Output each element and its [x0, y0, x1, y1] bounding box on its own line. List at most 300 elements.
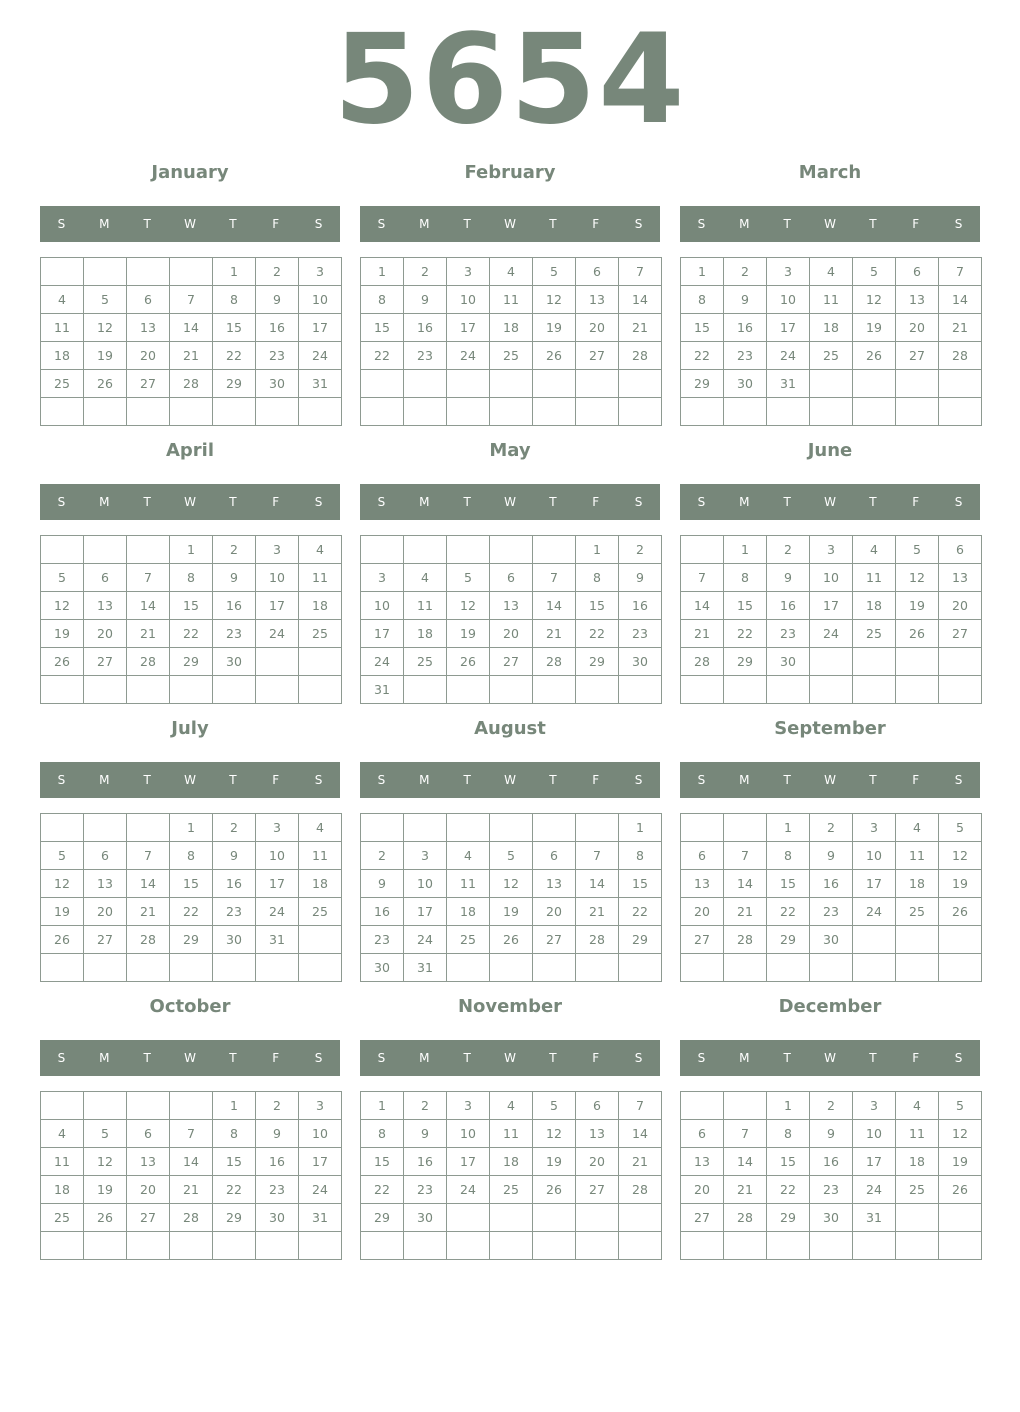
day-cell — [724, 398, 767, 426]
day-cell: 19 — [896, 592, 939, 620]
day-cell — [447, 814, 490, 842]
day-cell — [533, 1232, 576, 1260]
day-cell: 25 — [490, 342, 533, 370]
day-cell: 25 — [896, 1176, 939, 1204]
day-cell — [127, 1092, 170, 1120]
day-cell: 26 — [84, 1204, 127, 1232]
day-cell: 1 — [576, 536, 619, 564]
day-cell — [490, 398, 533, 426]
day-cell: 16 — [810, 1148, 853, 1176]
day-cell — [619, 398, 662, 426]
weekday-label: W — [824, 1051, 836, 1065]
day-cell: 28 — [127, 648, 170, 676]
day-cell: 23 — [213, 620, 256, 648]
month-title: March — [798, 162, 862, 183]
day-cell: 28 — [576, 926, 619, 954]
weekday-label: S — [634, 217, 643, 231]
day-cell: 29 — [213, 1204, 256, 1232]
day-cell — [576, 814, 619, 842]
day-cell: 21 — [127, 898, 170, 926]
weekday-label: S — [697, 773, 706, 787]
day-cell: 28 — [619, 1176, 662, 1204]
day-cell: 23 — [213, 898, 256, 926]
day-cell: 20 — [84, 898, 127, 926]
day-cell: 29 — [170, 926, 213, 954]
day-cell: 20 — [896, 314, 939, 342]
day-cell — [170, 954, 213, 982]
day-cell — [810, 954, 853, 982]
weekday-header — [680, 206, 980, 242]
weekday-label: F — [592, 773, 600, 787]
day-cell: 19 — [84, 342, 127, 370]
day-cell: 10 — [853, 1120, 896, 1148]
week-row — [361, 564, 662, 592]
weekday-label: T — [869, 773, 877, 787]
day-cell — [404, 1232, 447, 1260]
day-cell: 15 — [619, 870, 662, 898]
day-cell: 13 — [896, 286, 939, 314]
day-cell — [490, 1204, 533, 1232]
day-cell: 6 — [127, 286, 170, 314]
week-row — [41, 676, 342, 704]
weekday-header — [360, 762, 660, 798]
day-cell: 10 — [767, 286, 810, 314]
day-cell: 10 — [256, 842, 299, 870]
weekday-label: T — [143, 1051, 151, 1065]
day-cell: 9 — [256, 286, 299, 314]
day-cell — [576, 676, 619, 704]
day-cell: 13 — [939, 564, 982, 592]
day-cell: 9 — [213, 564, 256, 592]
day-cell: 1 — [361, 1092, 404, 1120]
day-cell: 29 — [767, 1204, 810, 1232]
weekday-label: M — [419, 773, 430, 787]
day-cell: 19 — [41, 898, 84, 926]
day-cell: 15 — [576, 592, 619, 620]
weekday-label: T — [869, 1051, 877, 1065]
day-cell: 10 — [299, 1120, 342, 1148]
week-row — [361, 370, 662, 398]
day-cell: 10 — [299, 286, 342, 314]
day-cell — [404, 536, 447, 564]
day-cell: 13 — [84, 870, 127, 898]
day-cell — [41, 676, 84, 704]
day-cell: 22 — [767, 898, 810, 926]
day-cell — [490, 676, 533, 704]
day-cell — [361, 398, 404, 426]
days-grid — [40, 535, 342, 704]
day-cell: 29 — [361, 1204, 404, 1232]
day-cell: 20 — [490, 620, 533, 648]
weekday-label: F — [592, 217, 600, 231]
weekday-label: T — [143, 773, 151, 787]
day-cell — [533, 954, 576, 982]
day-cell — [810, 676, 853, 704]
day-cell: 22 — [681, 342, 724, 370]
day-cell: 8 — [767, 842, 810, 870]
day-cell: 1 — [767, 814, 810, 842]
week-row — [681, 842, 982, 870]
day-cell: 28 — [170, 1204, 213, 1232]
day-cell: 3 — [299, 1092, 342, 1120]
day-cell: 27 — [681, 926, 724, 954]
day-cell — [213, 676, 256, 704]
day-cell — [810, 370, 853, 398]
days-grid — [360, 813, 662, 982]
day-cell: 28 — [681, 648, 724, 676]
day-cell — [170, 258, 213, 286]
month-title: July — [171, 718, 209, 739]
day-cell: 8 — [767, 1120, 810, 1148]
weekday-label: M — [419, 495, 430, 509]
day-cell: 2 — [767, 536, 810, 564]
day-cell — [939, 370, 982, 398]
day-cell — [170, 1232, 213, 1260]
day-cell: 1 — [681, 258, 724, 286]
week-row — [41, 398, 342, 426]
day-cell: 2 — [256, 1092, 299, 1120]
day-cell: 20 — [681, 898, 724, 926]
day-cell — [256, 954, 299, 982]
week-row — [681, 676, 982, 704]
month-title: September — [774, 718, 886, 739]
week-row — [41, 314, 342, 342]
day-cell: 22 — [361, 342, 404, 370]
day-cell: 10 — [404, 870, 447, 898]
day-cell: 18 — [490, 1148, 533, 1176]
day-cell: 23 — [404, 342, 447, 370]
day-cell — [853, 676, 896, 704]
day-cell — [939, 954, 982, 982]
weekday-header — [40, 484, 340, 520]
day-cell: 9 — [767, 564, 810, 592]
day-cell: 6 — [681, 842, 724, 870]
week-row — [361, 676, 662, 704]
day-cell: 5 — [84, 286, 127, 314]
day-cell — [299, 926, 342, 954]
day-cell: 24 — [853, 898, 896, 926]
month-title: December — [778, 996, 882, 1017]
day-cell: 3 — [256, 814, 299, 842]
day-cell: 22 — [619, 898, 662, 926]
day-cell: 17 — [256, 592, 299, 620]
day-cell: 17 — [299, 1148, 342, 1176]
day-cell: 19 — [41, 620, 84, 648]
weekday-label: S — [377, 495, 386, 509]
day-cell: 20 — [576, 1148, 619, 1176]
day-cell — [767, 954, 810, 982]
day-cell: 11 — [41, 1148, 84, 1176]
day-cell: 9 — [213, 842, 256, 870]
weekday-label: M — [739, 217, 750, 231]
week-row — [361, 592, 662, 620]
day-cell: 23 — [256, 342, 299, 370]
day-cell: 6 — [576, 1092, 619, 1120]
day-cell: 19 — [939, 1148, 982, 1176]
day-cell: 12 — [853, 286, 896, 314]
weekday-label: S — [954, 773, 963, 787]
day-cell: 30 — [213, 648, 256, 676]
day-cell — [41, 1092, 84, 1120]
day-cell: 19 — [490, 898, 533, 926]
weekday-label: T — [783, 217, 791, 231]
day-cell — [41, 814, 84, 842]
days-grid — [680, 257, 982, 426]
week-row — [361, 648, 662, 676]
day-cell: 24 — [404, 926, 447, 954]
day-cell: 26 — [896, 620, 939, 648]
day-cell: 11 — [447, 870, 490, 898]
day-cell: 9 — [404, 1120, 447, 1148]
day-cell — [447, 1204, 490, 1232]
day-cell: 11 — [810, 286, 853, 314]
day-cell — [127, 814, 170, 842]
weekday-label: T — [463, 217, 471, 231]
weekday-label: F — [592, 1051, 600, 1065]
weekday-label: W — [504, 773, 516, 787]
day-cell: 6 — [896, 258, 939, 286]
day-cell — [724, 814, 767, 842]
week-row — [41, 286, 342, 314]
day-cell: 19 — [939, 870, 982, 898]
weekday-label: T — [143, 495, 151, 509]
weekday-header — [680, 762, 980, 798]
week-row — [681, 592, 982, 620]
day-cell: 1 — [170, 536, 213, 564]
day-cell: 7 — [724, 1120, 767, 1148]
day-cell: 5 — [533, 258, 576, 286]
day-cell — [896, 676, 939, 704]
month-title: June — [807, 440, 853, 461]
day-cell — [256, 648, 299, 676]
week-row — [681, 342, 982, 370]
day-cell: 24 — [810, 620, 853, 648]
day-cell: 21 — [170, 342, 213, 370]
day-cell: 4 — [404, 564, 447, 592]
day-cell: 12 — [533, 286, 576, 314]
day-cell: 27 — [896, 342, 939, 370]
day-cell: 25 — [299, 898, 342, 926]
day-cell: 15 — [724, 592, 767, 620]
day-cell: 2 — [404, 1092, 447, 1120]
day-cell: 3 — [404, 842, 447, 870]
week-row — [681, 1204, 982, 1232]
day-cell: 18 — [853, 592, 896, 620]
day-cell: 17 — [404, 898, 447, 926]
day-cell: 11 — [299, 842, 342, 870]
day-cell — [84, 1092, 127, 1120]
day-cell: 3 — [810, 536, 853, 564]
day-cell: 5 — [447, 564, 490, 592]
day-cell: 26 — [533, 342, 576, 370]
week-row — [41, 1232, 342, 1260]
day-cell: 10 — [447, 1120, 490, 1148]
day-cell: 2 — [256, 258, 299, 286]
weekday-label: F — [912, 217, 920, 231]
day-cell: 21 — [939, 314, 982, 342]
day-cell: 17 — [256, 870, 299, 898]
day-cell — [853, 398, 896, 426]
week-row — [361, 1176, 662, 1204]
day-cell — [576, 370, 619, 398]
day-cell: 27 — [681, 1204, 724, 1232]
day-cell — [127, 258, 170, 286]
day-cell: 6 — [84, 842, 127, 870]
day-cell — [939, 1232, 982, 1260]
weekday-label: F — [272, 495, 280, 509]
day-cell: 11 — [41, 314, 84, 342]
day-cell — [170, 398, 213, 426]
day-cell: 30 — [256, 1204, 299, 1232]
day-cell: 29 — [213, 370, 256, 398]
day-cell: 28 — [170, 370, 213, 398]
week-row — [41, 842, 342, 870]
week-row — [41, 814, 342, 842]
day-cell — [810, 1232, 853, 1260]
day-cell: 17 — [299, 314, 342, 342]
weekday-label: M — [99, 1051, 110, 1065]
day-cell: 19 — [84, 1176, 127, 1204]
week-row — [361, 842, 662, 870]
day-cell — [404, 814, 447, 842]
day-cell: 31 — [256, 926, 299, 954]
day-cell — [299, 954, 342, 982]
day-cell: 13 — [490, 592, 533, 620]
day-cell: 3 — [767, 258, 810, 286]
day-cell: 25 — [490, 1176, 533, 1204]
day-cell: 26 — [939, 898, 982, 926]
day-cell: 13 — [576, 1120, 619, 1148]
month-title: August — [474, 718, 546, 739]
day-cell — [896, 1204, 939, 1232]
day-cell: 21 — [127, 620, 170, 648]
day-cell — [447, 370, 490, 398]
day-cell: 14 — [127, 870, 170, 898]
weekday-label: T — [549, 1051, 557, 1065]
day-cell: 7 — [576, 842, 619, 870]
day-cell: 20 — [576, 314, 619, 342]
day-cell — [127, 676, 170, 704]
week-row — [681, 1148, 982, 1176]
week-row — [361, 286, 662, 314]
day-cell: 3 — [256, 536, 299, 564]
week-row — [41, 898, 342, 926]
weekday-label: T — [229, 495, 237, 509]
day-cell — [939, 648, 982, 676]
day-cell — [256, 1232, 299, 1260]
day-cell: 7 — [170, 286, 213, 314]
day-cell: 1 — [361, 258, 404, 286]
weekday-label: M — [419, 217, 430, 231]
day-cell — [213, 1232, 256, 1260]
weekday-label: M — [739, 1051, 750, 1065]
day-cell: 25 — [41, 1204, 84, 1232]
day-cell: 2 — [619, 536, 662, 564]
day-cell: 4 — [853, 536, 896, 564]
day-cell: 6 — [576, 258, 619, 286]
day-cell: 20 — [681, 1176, 724, 1204]
weekday-label: S — [697, 495, 706, 509]
day-cell: 27 — [533, 926, 576, 954]
week-row — [361, 536, 662, 564]
day-cell: 11 — [299, 564, 342, 592]
day-cell: 9 — [361, 870, 404, 898]
day-cell: 1 — [724, 536, 767, 564]
day-cell — [896, 370, 939, 398]
weekday-label: F — [912, 1051, 920, 1065]
month-title: October — [149, 996, 231, 1017]
day-cell: 24 — [767, 342, 810, 370]
day-cell: 11 — [896, 1120, 939, 1148]
day-cell — [576, 954, 619, 982]
day-cell: 7 — [127, 564, 170, 592]
day-cell: 4 — [41, 286, 84, 314]
day-cell: 30 — [213, 926, 256, 954]
day-cell: 14 — [619, 286, 662, 314]
day-cell: 18 — [447, 898, 490, 926]
week-row — [681, 1120, 982, 1148]
weekday-header — [680, 484, 980, 520]
week-row — [41, 1120, 342, 1148]
day-cell: 15 — [361, 314, 404, 342]
day-cell — [853, 926, 896, 954]
day-cell: 21 — [724, 898, 767, 926]
day-cell — [767, 676, 810, 704]
day-cell: 2 — [213, 536, 256, 564]
day-cell: 24 — [299, 1176, 342, 1204]
day-cell: 22 — [170, 620, 213, 648]
day-cell — [299, 1232, 342, 1260]
day-cell: 16 — [619, 592, 662, 620]
day-cell — [810, 398, 853, 426]
weekday-label: T — [549, 495, 557, 509]
day-cell: 24 — [447, 342, 490, 370]
day-cell: 17 — [767, 314, 810, 342]
day-cell: 29 — [724, 648, 767, 676]
day-cell — [939, 676, 982, 704]
day-cell: 23 — [724, 342, 767, 370]
day-cell: 3 — [853, 814, 896, 842]
weekday-label: W — [504, 217, 516, 231]
day-cell: 12 — [533, 1120, 576, 1148]
day-cell: 16 — [256, 1148, 299, 1176]
day-cell: 25 — [447, 926, 490, 954]
day-cell: 8 — [576, 564, 619, 592]
day-cell: 21 — [619, 314, 662, 342]
day-cell: 7 — [939, 258, 982, 286]
day-cell — [576, 398, 619, 426]
month-title: February — [464, 162, 556, 183]
week-row — [41, 620, 342, 648]
day-cell: 26 — [41, 648, 84, 676]
day-cell: 8 — [361, 1120, 404, 1148]
day-cell: 9 — [810, 842, 853, 870]
weekday-label: F — [272, 217, 280, 231]
day-cell — [681, 676, 724, 704]
day-cell — [447, 676, 490, 704]
day-cell: 13 — [127, 1148, 170, 1176]
weekday-label: T — [549, 773, 557, 787]
week-row — [361, 898, 662, 926]
days-grid — [360, 535, 662, 704]
day-cell: 6 — [84, 564, 127, 592]
day-cell: 1 — [170, 814, 213, 842]
day-cell: 22 — [724, 620, 767, 648]
week-row — [41, 648, 342, 676]
day-cell: 16 — [404, 1148, 447, 1176]
day-cell: 13 — [533, 870, 576, 898]
week-row — [361, 1092, 662, 1120]
